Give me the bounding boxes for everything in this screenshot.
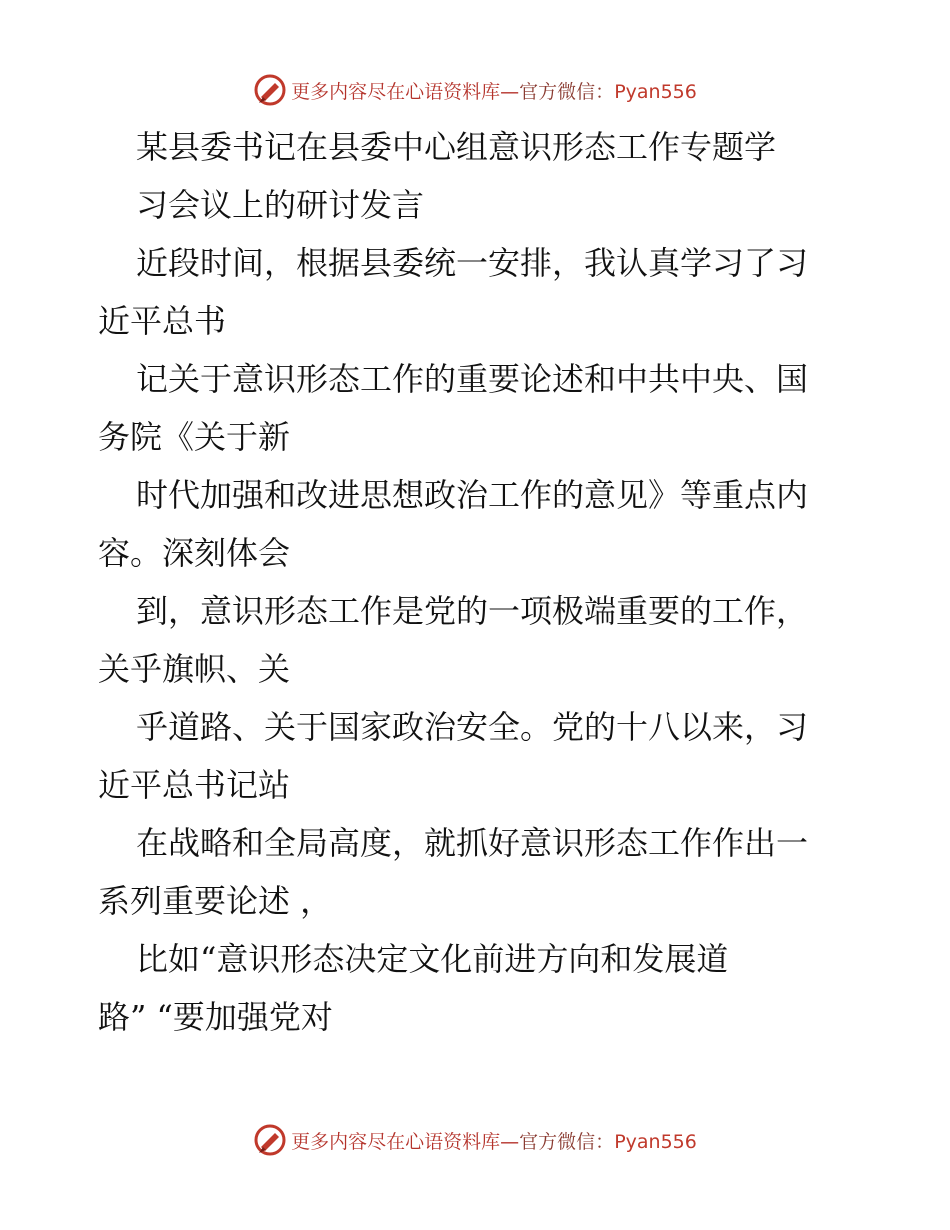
text-line: 时代加强和改进思想政治工作的意见》等重点内 (136, 476, 809, 514)
pen-logo-icon (253, 1123, 287, 1157)
header-banner (0, 70, 950, 110)
text-line: 系列重要论述 ， (98, 882, 333, 920)
text-line: 乎道路、关于国家政治安全。党的十八以来，习 (136, 708, 809, 746)
text-line: 比如“意识形态决定文化前进方向和发展道 (136, 940, 729, 978)
title-line-1: 某县委书记在县委中心组意识形态工作专题学 (136, 128, 777, 166)
banner-text: 更多内容尽在心语资料库— (291, 80, 520, 103)
text-line: 容。深刻体会 (98, 534, 291, 572)
wechat-label: 官方微信： (519, 80, 615, 103)
pen-logo-icon (253, 73, 287, 107)
text-line: 务院《关于新 (98, 418, 291, 456)
text-line: 到，意识形态工作是党的一项极端重要的工作， (136, 592, 809, 630)
title-line-2: 习会议上的研讨发言 (136, 186, 425, 224)
text-line: 关乎旗帜、关 (98, 650, 291, 688)
wechat-label: 官方微信： (519, 1130, 615, 1153)
text-line: 记关于意识形态工作的重要论述和中共中央、国 (136, 360, 809, 398)
wechat-id: Pyan556 (614, 1130, 697, 1153)
wechat-id: Pyan556 (614, 80, 697, 103)
banner-text: 更多内容尽在心语资料库— (291, 1130, 520, 1153)
text-line: 在战略和全局高度，就抓好意识形态工作作出一 (136, 824, 809, 862)
footer-banner (0, 1120, 950, 1160)
text-line: 近平总书 (98, 302, 227, 340)
text-line: 路” “要加强党对 (98, 998, 333, 1036)
text-line: 近平总书记站 (98, 766, 291, 804)
text-line: 近段时间，根据县委统一安排，我认真学习了习 (136, 244, 809, 282)
document-body (98, 118, 858, 1046)
